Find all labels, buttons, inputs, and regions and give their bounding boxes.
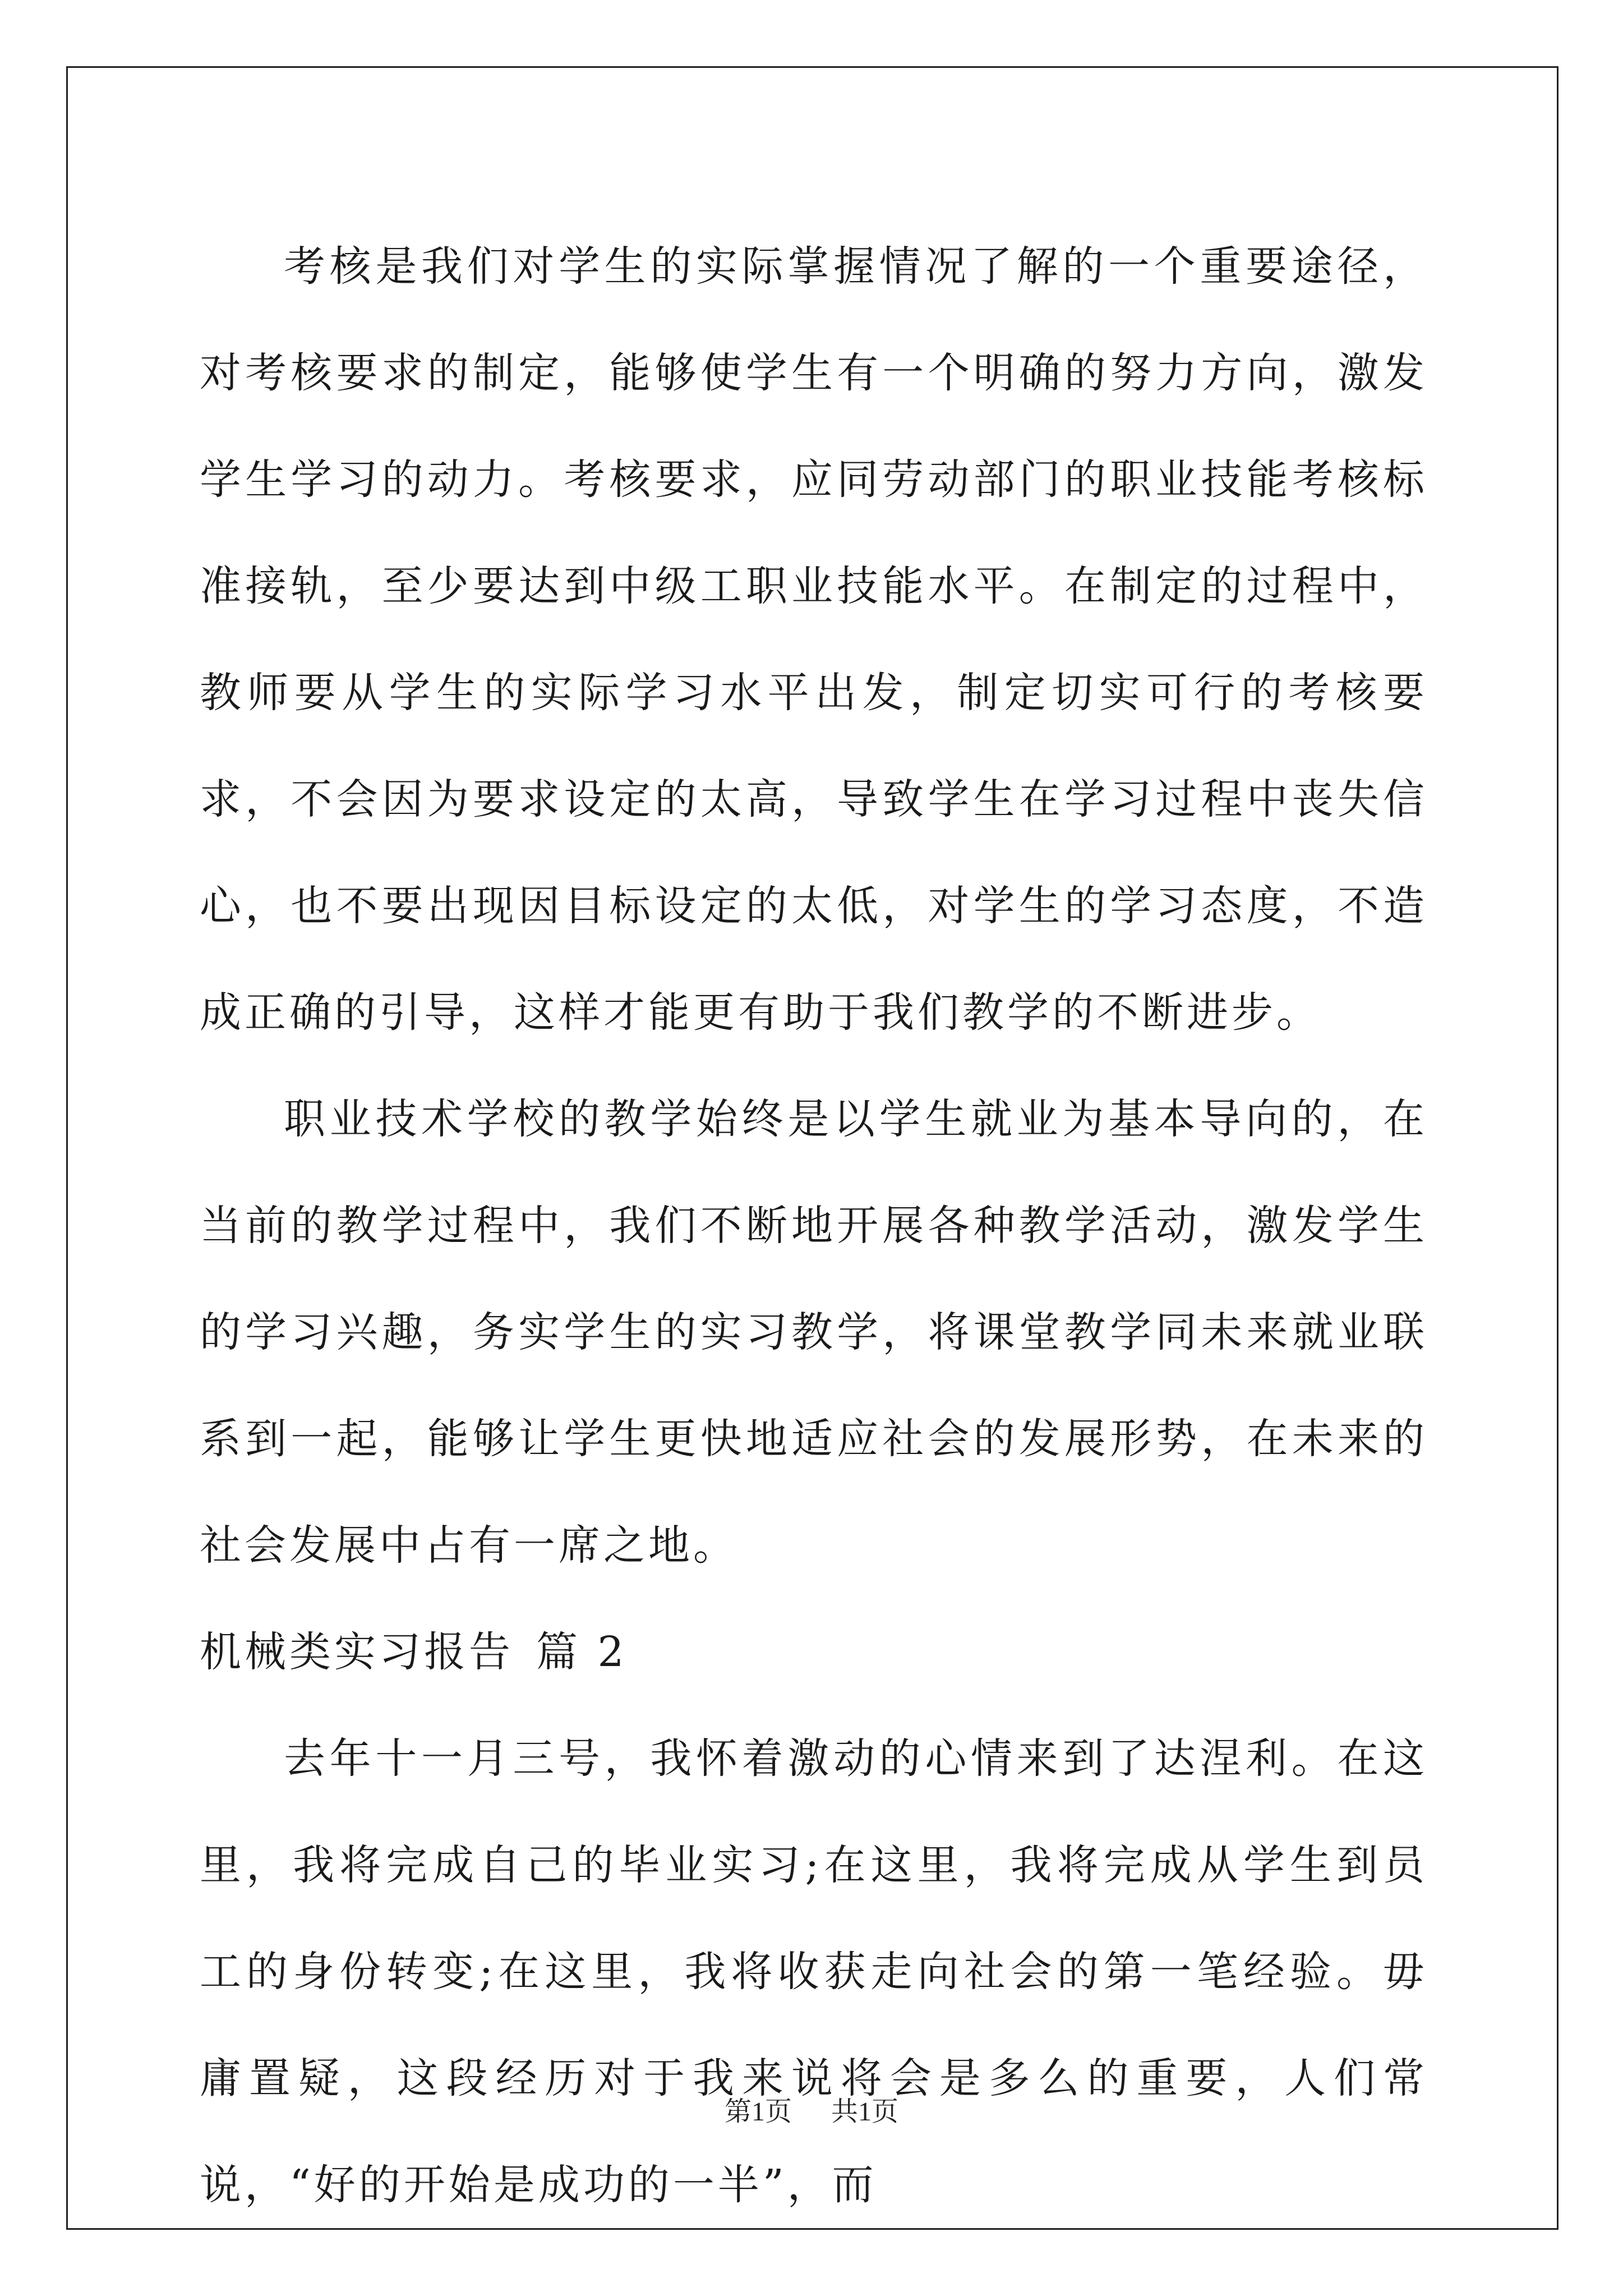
page-number: 第1页 — [724, 2097, 792, 2127]
section-part: 篇 2 — [536, 1628, 628, 1676]
document-body — [200, 213, 1428, 2238]
paragraph-assessment: 考核是我们对学生的实际掌握情况了解的一个重要途径，对考核要求的制定，能够使学生有一个明确的努力方向，激发学生学习的动力。考核要求，应同劳动部门的职业技能考核标准接轨，至少要达到中级工职业技能水平。在制定的过程中，教师要从学生的实际学习水平出发，制定切实可行的考核要求，不会因为要求设定的太高，导致学生在学习过程中丧失信心，也不要出现因目标设定的太低，对学生的学习态度，不造成正确的引导，这样才能更有助于我们教学的不断进步。 — [200, 242, 1428, 1037]
section-heading — [200, 1599, 1428, 1705]
paragraph-employment: 职业技术学校的教学始终是以学生就业为基本导向的，在当前的教学过程中，我们不断地开展各种教学活动，激发学生的学习兴趣，务实学生的实习教学，将课堂教学同未来就业联系到一起，能够让学生更快地适应社会的发展形势，在未来的社会发展中占有一席之地。 — [200, 1095, 1428, 1570]
page-footer — [0, 2090, 1623, 2128]
section-title: 机械类实习报告 — [200, 1628, 514, 1676]
paragraph-internship: 去年十一月三号，我怀着激动的心情来到了达涅利。在这里，我将完成自己的毕业实习;在这里，我将完成从学生到员工的身份转变;在这里，我将收获走向社会的第一笔经验。毋庸置疑，这段经历对于我来说将会是多么的重要，人们常说，“好的开始是成功的一半”，而 — [200, 1734, 1428, 2209]
page-total: 共1页 — [831, 2097, 899, 2127]
